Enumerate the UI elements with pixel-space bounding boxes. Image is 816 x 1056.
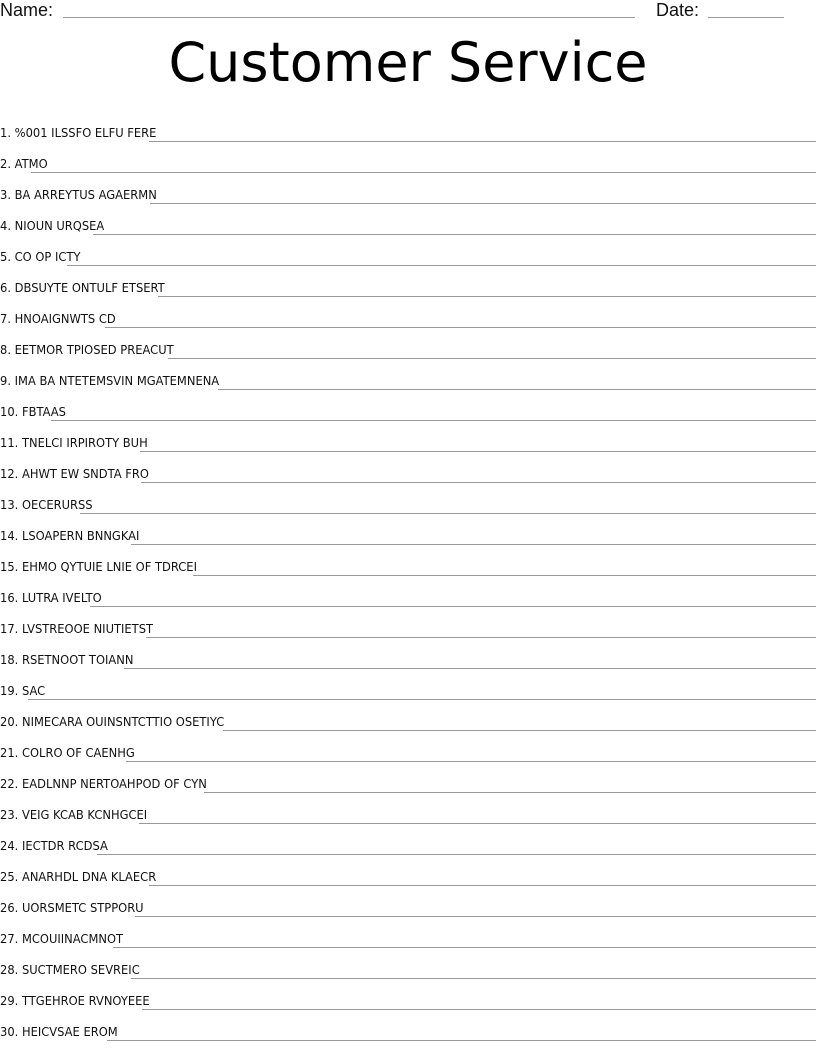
scrambled-word: UORSMETC STPPORU <box>21 900 144 915</box>
scrambled-word: SUCTMERO SEVREIC <box>21 962 140 977</box>
question-number: 15. <box>0 559 19 574</box>
name-field-line[interactable] <box>63 17 635 18</box>
scrambled-word: OECERURSS <box>21 497 93 512</box>
scrambled-word: NIOUN URQSEA <box>14 218 105 233</box>
answer-line[interactable] <box>107 1040 816 1041</box>
question-text <box>0 807 158 822</box>
question-text <box>0 125 167 140</box>
question-text <box>0 931 134 946</box>
question-row <box>0 483 816 514</box>
question-text <box>0 280 176 295</box>
answer-line[interactable] <box>124 668 816 669</box>
answer-line[interactable] <box>193 575 816 576</box>
question-number: 24. <box>0 838 19 853</box>
scrambled-word: IECTDR RCDSA <box>21 838 108 853</box>
question-text <box>0 249 92 264</box>
question-text <box>0 962 151 977</box>
question-row <box>0 638 816 669</box>
question-list <box>0 111 816 1041</box>
question-number: 9. <box>0 373 11 388</box>
answer-line[interactable] <box>146 637 816 638</box>
question-number: 21. <box>0 745 19 760</box>
scrambled-word: HEICVSAE EROM <box>21 1024 118 1039</box>
answer-line[interactable] <box>142 1009 816 1010</box>
question-row <box>0 173 816 204</box>
question-row <box>0 576 816 607</box>
question-number: 10. <box>0 404 19 419</box>
question-row <box>0 328 816 359</box>
question-row <box>0 204 816 235</box>
scrambled-word: NIMECARA OUINSNTCTTIO OSETIYC <box>21 714 225 729</box>
question-row <box>0 452 816 483</box>
question-text <box>0 838 119 853</box>
scrambled-word: %001 ILSSFO ELFU FERE <box>14 125 157 140</box>
question-row <box>0 979 816 1010</box>
question-number: 26. <box>0 900 19 915</box>
question-number: 20. <box>0 714 19 729</box>
scrambled-word: VEIG KCAB KCNHGCEI <box>21 807 148 822</box>
answer-line[interactable] <box>67 265 816 266</box>
answer-line[interactable] <box>149 885 816 886</box>
question-text <box>0 373 230 388</box>
question-number: 29. <box>0 993 19 1008</box>
question-number: 5. <box>0 249 11 264</box>
scrambled-word: RSETNOOT TOIANN <box>21 652 134 667</box>
question-row <box>0 235 816 266</box>
question-row <box>0 948 816 979</box>
question-text <box>0 1024 129 1039</box>
question-text <box>0 342 185 357</box>
answer-line[interactable] <box>223 730 816 731</box>
question-text <box>0 621 164 636</box>
answer-line[interactable] <box>139 823 816 824</box>
question-row <box>0 142 816 173</box>
answer-line[interactable] <box>105 327 816 328</box>
question-text <box>0 776 218 791</box>
question-row <box>0 111 816 142</box>
page-title: Customer Service <box>168 31 648 94</box>
question-number: 8. <box>0 342 11 357</box>
question-number: 16. <box>0 590 19 605</box>
scrambled-word: ATMO <box>14 156 48 171</box>
question-text <box>0 745 146 760</box>
answer-line[interactable] <box>141 482 816 483</box>
answer-line[interactable] <box>168 358 816 359</box>
scrambled-word: TNELCI IRPIROTY BUH <box>21 435 148 450</box>
scrambled-word: LSOAPERN BNNGKAI <box>21 528 140 543</box>
question-row <box>0 266 816 297</box>
answer-line[interactable] <box>97 854 816 855</box>
answer-line[interactable] <box>218 389 816 390</box>
question-row <box>0 793 816 824</box>
scrambled-word: ANARHDL DNA KLAECR <box>21 869 157 884</box>
answer-line[interactable] <box>140 451 816 452</box>
answer-line[interactable] <box>149 141 816 142</box>
date-field-line[interactable] <box>708 17 784 18</box>
question-number: 28. <box>0 962 19 977</box>
question-number: 4. <box>0 218 11 233</box>
question-row <box>0 917 816 948</box>
scrambled-word: COLRO OF CAENHG <box>21 745 135 760</box>
question-number: 13. <box>0 497 19 512</box>
question-text <box>0 187 168 202</box>
answer-line[interactable] <box>131 978 816 979</box>
question-text <box>0 590 113 605</box>
question-text <box>0 528 150 543</box>
scrambled-word: DBSUYTE ONTULF ETSERT <box>14 280 165 295</box>
question-number: 18. <box>0 652 19 667</box>
question-row <box>0 824 816 855</box>
question-row <box>0 731 816 762</box>
question-number: 25. <box>0 869 19 884</box>
question-number: 19. <box>0 683 19 698</box>
scrambled-word: LUTRA IVELTO <box>21 590 102 605</box>
question-number: 6. <box>0 280 11 295</box>
question-text <box>0 652 145 667</box>
question-number: 11. <box>0 435 19 450</box>
question-number: 2. <box>0 156 11 171</box>
question-row <box>0 886 816 917</box>
question-number: 3. <box>0 187 11 202</box>
scrambled-word: LVSTREOOE NIUTIETST <box>21 621 154 636</box>
question-text <box>0 900 155 915</box>
answer-line[interactable] <box>131 544 816 545</box>
question-number: 12. <box>0 466 19 481</box>
question-text <box>0 993 161 1008</box>
question-number: 14. <box>0 528 19 543</box>
answer-line[interactable] <box>158 296 816 297</box>
answer-line[interactable] <box>126 761 816 762</box>
scrambled-word: TTGEHROE RVNOYEEE <box>21 993 150 1008</box>
scrambled-word: SAC <box>21 683 46 698</box>
question-number: 17. <box>0 621 19 636</box>
scrambled-word: AHWT EW SNDTA FRO <box>21 466 149 481</box>
question-number: 30. <box>0 1024 19 1039</box>
question-row <box>0 1010 816 1041</box>
question-number: 22. <box>0 776 19 791</box>
answer-line[interactable] <box>90 606 816 607</box>
question-text <box>0 869 167 884</box>
scrambled-word: BA ARREYTUS AGAERMN <box>14 187 157 202</box>
answer-line[interactable] <box>204 792 816 793</box>
name-label: Name: <box>0 0 54 20</box>
worksheet-header <box>0 0 816 24</box>
answer-line[interactable] <box>51 420 816 421</box>
scrambled-word: EADLNNP NERTOAHPOD OF CYN <box>21 776 207 791</box>
question-text <box>0 497 104 512</box>
scrambled-word: FBTAAS <box>21 404 66 419</box>
answer-line[interactable] <box>80 513 816 514</box>
question-row <box>0 545 816 576</box>
question-text <box>0 714 235 729</box>
question-text <box>0 311 127 326</box>
question-row <box>0 669 816 700</box>
answer-line[interactable] <box>150 203 816 204</box>
question-row <box>0 514 816 545</box>
question-number: 1. <box>0 125 11 140</box>
scrambled-word: EETMOR TPIOSED PREACUT <box>14 342 174 357</box>
question-text <box>0 435 159 450</box>
question-row <box>0 762 816 793</box>
question-text <box>0 404 77 419</box>
question-text <box>0 683 56 698</box>
answer-line[interactable] <box>113 947 816 948</box>
question-text <box>0 218 115 233</box>
question-number: 27. <box>0 931 19 946</box>
question-row <box>0 700 816 731</box>
answer-line[interactable] <box>93 234 816 235</box>
question-number: 23. <box>0 807 19 822</box>
question-row <box>0 359 816 390</box>
answer-line[interactable] <box>135 916 816 917</box>
question-text <box>0 466 160 481</box>
question-text <box>0 559 208 574</box>
question-number: 7. <box>0 311 11 326</box>
answer-line[interactable] <box>31 172 816 173</box>
scrambled-word: MCOUIINACMNOT <box>21 931 124 946</box>
date-label: Date: <box>656 0 700 20</box>
question-row <box>0 607 816 638</box>
scrambled-word: EHMO QYTUIE LNIE OF TDRCEI <box>21 559 197 574</box>
scrambled-word: HNOAIGNWTS CD <box>14 311 116 326</box>
question-text <box>0 156 59 171</box>
scrambled-word: CO OP ICTY <box>14 249 81 264</box>
question-row <box>0 421 816 452</box>
question-row <box>0 297 816 328</box>
scrambled-word: IMA BA NTETEMSVIN MGATEMNENA <box>14 373 220 388</box>
question-row <box>0 390 816 421</box>
question-row <box>0 855 816 886</box>
answer-line[interactable] <box>28 699 816 700</box>
